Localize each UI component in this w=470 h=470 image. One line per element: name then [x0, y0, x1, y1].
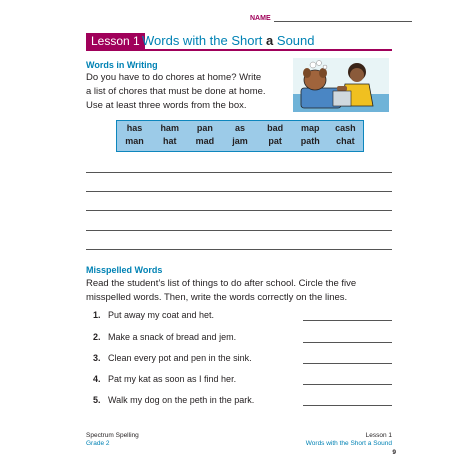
answer-line[interactable]	[303, 405, 392, 406]
answer-line[interactable]	[303, 384, 392, 385]
word: chat	[336, 136, 355, 146]
word: ham	[160, 123, 179, 133]
footer-grade: Grade 2	[86, 440, 110, 447]
lesson-header	[86, 33, 392, 51]
word: map	[301, 123, 320, 133]
footer-lesson-title: Words with the Short a Sound	[305, 440, 392, 447]
name-line[interactable]	[274, 14, 412, 22]
word-box-row-2	[117, 136, 363, 146]
word: hat	[162, 136, 177, 146]
writing-instructions: Do you have to do chores at home? Write a list of chores that must be done at home. Use at least three words from the box.	[86, 72, 266, 111]
writing-line[interactable]	[86, 249, 392, 250]
word: pat	[268, 136, 282, 146]
name-label: NAME	[250, 15, 271, 22]
writing-line[interactable]	[86, 210, 392, 211]
misspelled-instructions: Read the student’s list of things to do after school. Circle the five misspelled words. Then, write the words correctly on the lines.	[86, 278, 357, 303]
word: mad	[195, 136, 215, 146]
word: bad	[267, 123, 284, 133]
lesson-title: Words with the Short a Sound	[142, 33, 315, 48]
word-box-row-1	[117, 123, 363, 133]
word: jam	[232, 136, 248, 146]
answer-line[interactable]	[303, 320, 392, 321]
section-title-misspelled: Misspelled Words	[86, 265, 163, 275]
writing-line[interactable]	[86, 230, 392, 231]
list-item: 4. Pat my kat as soon as I find her.	[93, 374, 237, 384]
list-item: 1. Put away my coat and het.	[93, 310, 215, 320]
page-number: 9	[392, 449, 396, 456]
word: as	[234, 123, 245, 133]
name-field	[250, 14, 412, 22]
answer-line[interactable]	[303, 342, 392, 343]
word: cash	[335, 123, 356, 133]
writing-line[interactable]	[86, 191, 392, 192]
section-title-writing: Words in Writing	[86, 60, 158, 70]
word: path	[300, 136, 320, 146]
list-item: 2. Make a snack of bread and jem.	[93, 332, 237, 342]
girl-washing-dog-illustration	[293, 58, 389, 112]
writing-line[interactable]	[86, 172, 392, 173]
footer-book-title: Spectrum Spelling	[86, 432, 139, 439]
answer-line[interactable]	[303, 363, 392, 364]
word-box	[116, 120, 364, 152]
word: man	[125, 136, 144, 146]
footer-lesson: Lesson 1	[365, 432, 392, 439]
word: pan	[196, 123, 213, 133]
list-item: 5. Walk my dog on the peth in the park.	[93, 395, 255, 405]
list-item: 3. Clean every pot and pen in the sink.	[93, 353, 252, 363]
lesson-tag: Lesson 1	[86, 33, 145, 49]
word: has	[126, 123, 143, 133]
